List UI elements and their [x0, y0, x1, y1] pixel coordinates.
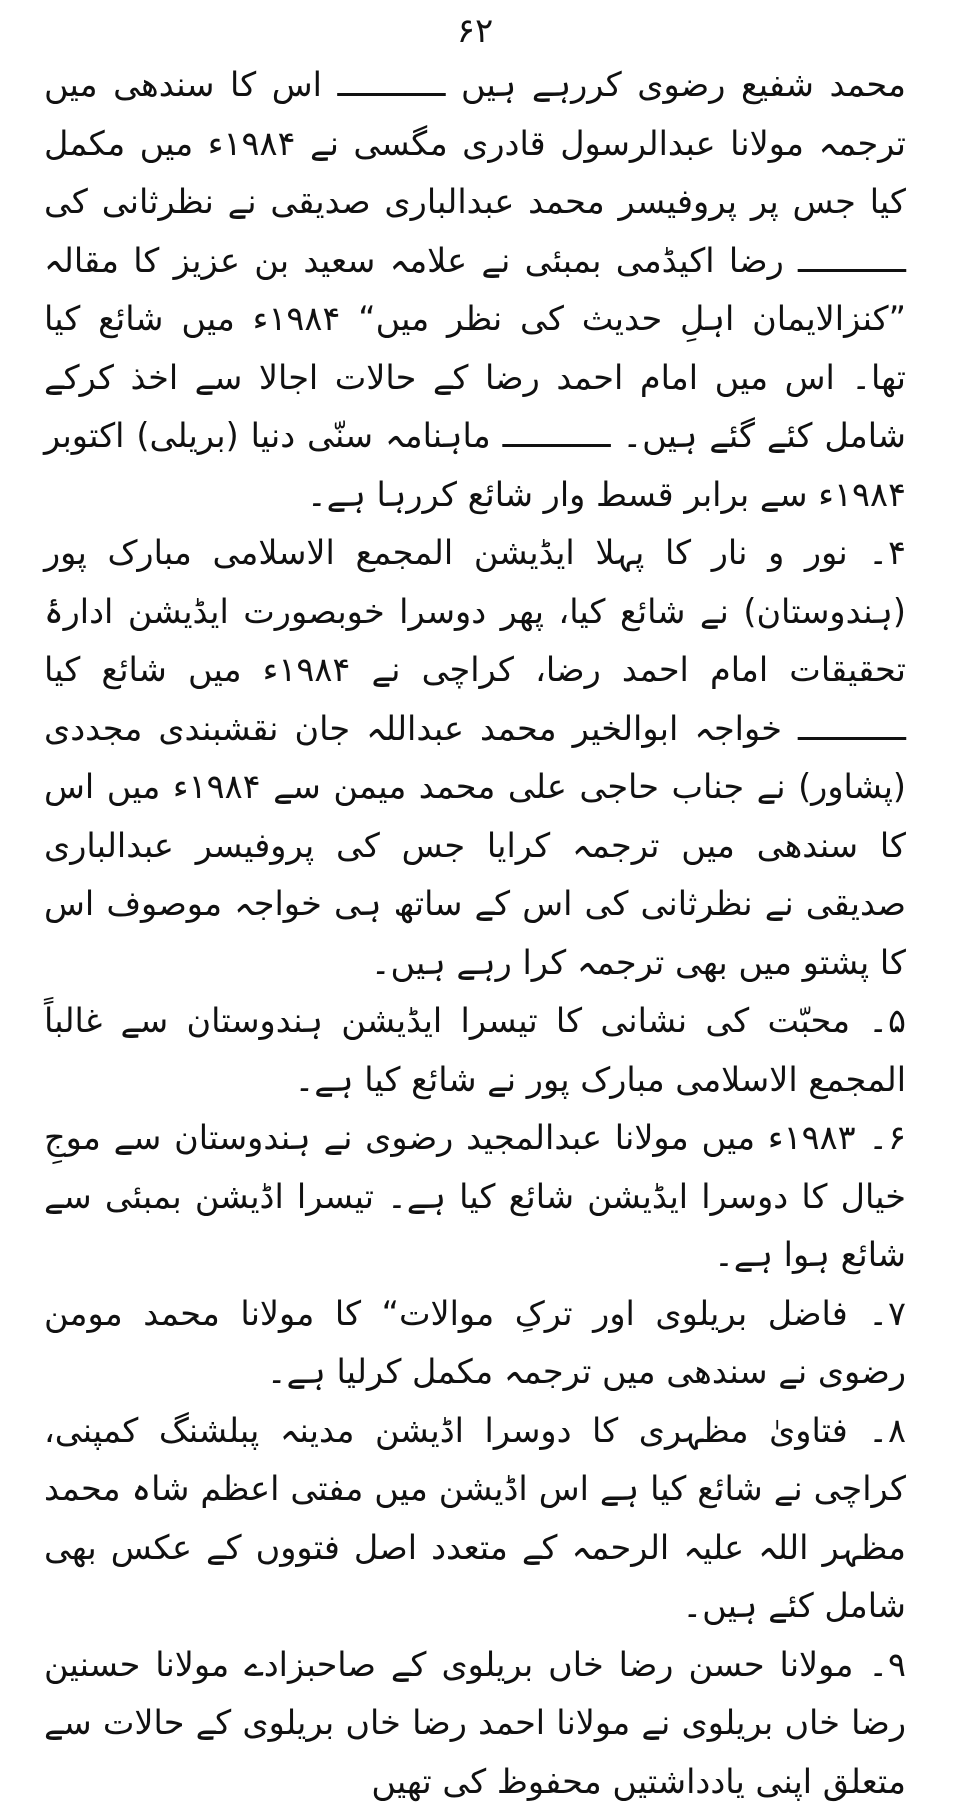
list-item-8: ۸۔ فتاویٰ مظہری کا دوسرا اڈیشن مدینہ پبلشنگ کمپنی، کراچی نے شائع کیا ہے اس اڈیشن میں مفتی اعظم شاہ محمد مظہر اللہ علیہ الرحمہ کے متعدد اصل فتووں کے عکس بھی شامل کئے ہیں۔ [44, 1402, 906, 1636]
list-item-5: ۵۔ محبّت کی نشانی کا تیسرا ایڈیشن ہندوستان سے غالباً المجمع الاسلامی مبارک پور نے شائع کیا ہے۔ [44, 992, 906, 1109]
page-number: ۶۲ [44, 8, 906, 54]
list-item-4: ۴۔ نور و نار کا پہلا ایڈیشن المجمع الاسلامی مبارک پور (ہندوستان) نے شائع کیا، پھر دوسرا خوبصورت ایڈیشن ادارۂ تحقیقات امام احمد رضا، کراچی نے ۱۹۸۴ء میں شائع کیا ـــــــــــ خواجہ ابوالخیر محمد عبداللہ جان نقشبندی مجددی (پشاور) نے جناب حاجی علی محمد میمن سے ۱۹۸۴ء میں اس کا سندھی میں ترجمہ کرایا جس کی پروفیسر عبدالباری صدیقی نے نظرثانی کی اس کے ساتھ ہی خواجہ موصوف اس کا پشتو میں بھی ترجمہ کرا رہے ہیں۔ [44, 524, 906, 992]
list-item-7: ۷۔ فاضل بریلوی اور ترکِ موالات“ کا مولانا محمد مومن رضوی نے سندھی میں ترجمہ مکمل کرلیا ہے۔ [44, 1285, 906, 1402]
list-item-9: ۹۔ مولانا حسن رضا خاں بریلوی کے صاحبزادے مولانا حسنین رضا خاں بریلوی نے مولانا احمد رضا خاں بریلوی کے حالات سے متعلق اپنی یادداشتیں محفوظ کی تھیں [44, 1636, 906, 1811]
list-item-6: ۶۔ ۱۹۸۳ء میں مولانا عبدالمجید رضوی نے ہندوستان سے موجِ خیال کا دوسرا ایڈیشن شائع کیا ہے۔ تیسرا اڈیشن بمبئی سے شائع ہوا ہے۔ [44, 1109, 906, 1285]
paragraph-continuation: محمد شفیع رضوی کررہے ہیں ـــــــــــ اس کا سندھی میں ترجمہ مولانا عبدالرسول قادری مگسی نے ۱۹۸۴ء میں مکمل کیا جس پر پروفیسر محمد عبدالباری صدیقی نے نظرثانی کی ـــــــــــ رضا اکیڈمی بمبئی نے علامہ سعید بن عزیز کا مقالہ ”کنزالایمان اہلِ حدیث کی نظر میں“ ۱۹۸۴ء میں شائع کیا تھا۔ اس میں امام احمد رضا کے حالات اجالا سے اخذ کرکے شامل کئے گئے ہیں۔ ـــــــــــ ماہنامہ سنّی دنیا (بریلی) اکتوبر ۱۹۸۴ء سے برابر قسط وار شائع کررہا ہے۔ [44, 56, 906, 524]
page-body [44, 56, 906, 1811]
